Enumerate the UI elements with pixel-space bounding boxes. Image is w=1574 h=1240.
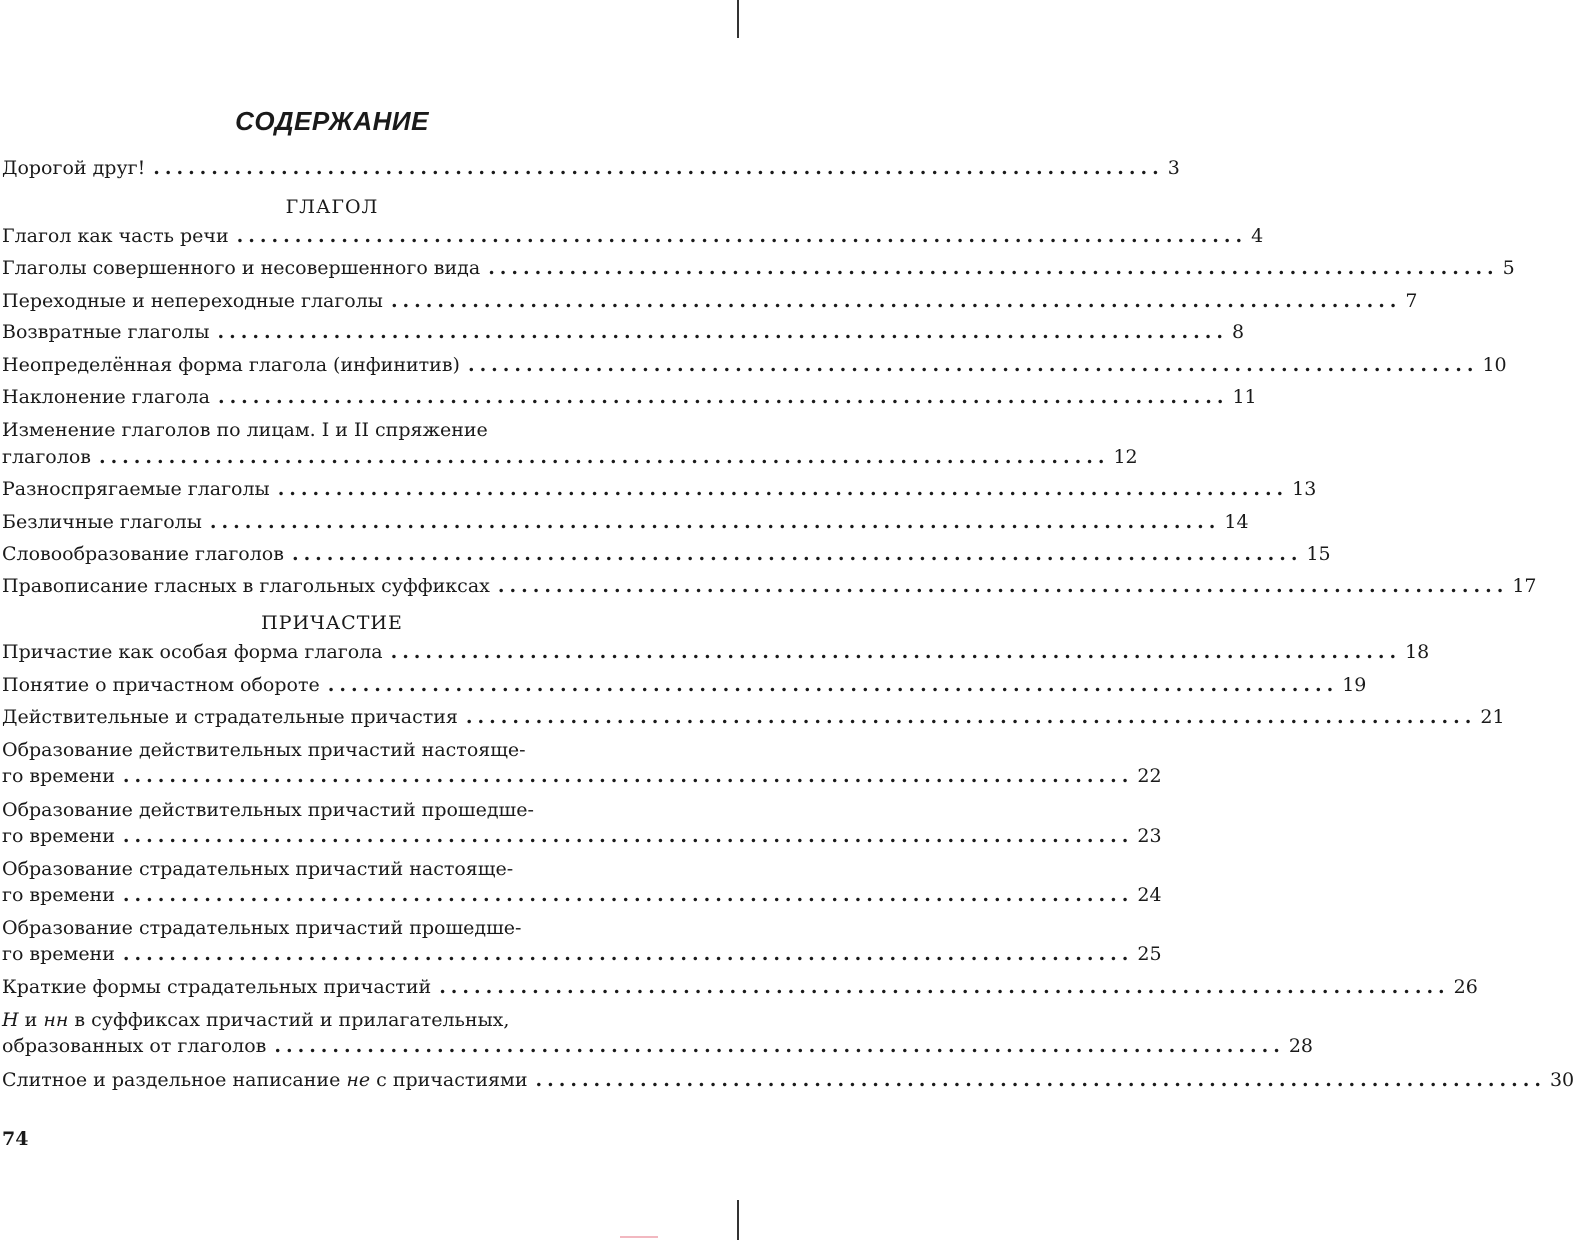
toc-entry-title: Возвратные глаголы bbox=[2, 321, 210, 343]
toc-leader-dots: ....................................................................................... bbox=[390, 641, 1402, 663]
toc-entry-page: 28 bbox=[1288, 1035, 1314, 1057]
toc-entry-title: Словообразование глаголов bbox=[2, 543, 284, 565]
toc-entry-page: 14 bbox=[1224, 511, 1249, 533]
italic-word: не bbox=[346, 1069, 371, 1091]
toc-entry-page: 12 bbox=[1113, 446, 1138, 468]
toc-entry-title: го времени bbox=[2, 884, 115, 906]
toc-entry-page: 13 bbox=[1292, 478, 1317, 500]
toc-leader-dots: ....................................................................................... bbox=[209, 511, 1221, 533]
toc-entry-page: 8 bbox=[1231, 321, 1245, 343]
toc-entry-title: Неопределённая форма глагола (инфинитив) bbox=[2, 354, 460, 376]
toc-entry-page: 11 bbox=[1232, 386, 1257, 408]
toc-entry-page: 17 bbox=[1512, 575, 1537, 597]
toc-entry-page: 18 bbox=[1405, 641, 1430, 663]
toc-entry-page: 26 bbox=[1453, 976, 1478, 998]
toc-entry-page: 3 bbox=[1167, 157, 1180, 179]
toc-entry bbox=[2, 318, 1245, 346]
toc-entry bbox=[2, 351, 1507, 379]
toc-leader-dots: ....................................................................................... bbox=[277, 478, 1289, 500]
toc-entry bbox=[2, 638, 1430, 666]
toc-entry-title: Переходные и непереходные глаголы bbox=[2, 290, 383, 312]
toc-leader-dots: ....................................................................................... bbox=[122, 825, 1134, 847]
page-title: СОДЕРЖАНИЕ bbox=[235, 106, 429, 136]
toc-entry-first-line: Изменение глаголов по лицам. I и II спряжение bbox=[2, 419, 488, 441]
toc-entry bbox=[2, 254, 1515, 282]
toc-leader-dots: ....................................................................................... bbox=[274, 1035, 1285, 1057]
toc-entry-first-line bbox=[2, 1006, 602, 1034]
italic-letter: Н bbox=[2, 1009, 19, 1031]
toc-entry-title: Причастие как особая форма глагола bbox=[2, 641, 383, 663]
toc-entry-page: 22 bbox=[1137, 765, 1162, 787]
toc-leader-dots: ....................................................................................... bbox=[217, 386, 1229, 408]
toc-leader-dots: ....................................................................................... bbox=[497, 575, 1509, 597]
toc-entry-first-line: Образование страдательных причастий прошедше- bbox=[2, 917, 522, 939]
toc-entry-page: 23 bbox=[1137, 825, 1162, 847]
toc-entry bbox=[2, 475, 1317, 503]
toc-entry-title: образованных от глаголов bbox=[2, 1035, 267, 1057]
toc-leader-dots: ....................................................................................... bbox=[465, 706, 1477, 728]
text-fragment: с причастиями bbox=[370, 1069, 528, 1091]
toc-leader-dots: ....................................................................................... bbox=[467, 354, 1479, 376]
toc-entry-title: Дорогой друг! bbox=[2, 157, 146, 179]
toc-entry bbox=[2, 222, 1264, 250]
toc-entry-page: 4 bbox=[1251, 225, 1264, 247]
toc-entry-title: Наклонение глагола bbox=[2, 386, 210, 408]
toc-entry bbox=[2, 508, 1249, 536]
toc-entry bbox=[2, 703, 1505, 731]
toc-leader-dots: ....................................................................................... bbox=[291, 543, 1303, 565]
toc-entry bbox=[2, 383, 1257, 411]
page-number: 74 bbox=[2, 1128, 29, 1150]
toc-entry-page: 19 bbox=[1342, 674, 1367, 696]
toc-entry-title: Глаголы совершенного и несовершенного вида bbox=[2, 257, 481, 279]
toc-entry bbox=[2, 762, 1162, 790]
toc-entry-page: 30 bbox=[1549, 1069, 1574, 1091]
toc-entry-title: го времени bbox=[2, 825, 115, 847]
crop-mark-top bbox=[737, 0, 739, 38]
toc-leader-dots: ....................................................................................... bbox=[122, 765, 1134, 787]
toc-entry bbox=[2, 443, 1138, 471]
toc-entry bbox=[2, 154, 1180, 182]
toc-leader-dots: ....................................................................................... bbox=[390, 290, 1402, 312]
toc-entry bbox=[2, 973, 1478, 1001]
toc-entry bbox=[2, 287, 1418, 315]
toc-entry-page: 7 bbox=[1405, 290, 1418, 312]
toc-leader-dots: ....................................................................................... bbox=[439, 976, 1450, 998]
toc-entry-title: Глагол как часть речи bbox=[2, 225, 229, 247]
toc-entry bbox=[2, 1032, 1314, 1060]
toc-entry bbox=[2, 822, 1162, 850]
toc-entry-first-line: Образование действительных причастий прошедше- bbox=[2, 799, 534, 821]
text-fragment: Слитное и раздельное написание bbox=[2, 1069, 347, 1091]
toc-entry-page: 21 bbox=[1480, 706, 1505, 728]
toc-entry-title: го времени bbox=[2, 943, 115, 965]
crop-mark-bottom bbox=[737, 1200, 739, 1240]
toc-entry bbox=[2, 940, 1162, 968]
toc-leader-dots: ....................................................................................... bbox=[327, 674, 1339, 696]
section-title-participle: ПРИЧАСТИЕ bbox=[261, 612, 403, 634]
toc-entry-title: го времени bbox=[2, 765, 115, 787]
toc-entry bbox=[2, 572, 1537, 600]
toc-entry-page: 5 bbox=[1502, 257, 1515, 279]
toc-leader-dots: ....................................................................................... bbox=[236, 225, 1248, 247]
toc-entry-page: 10 bbox=[1482, 354, 1507, 376]
toc-entry-title: Действительные и страдательные причастия bbox=[2, 706, 458, 728]
toc-leader-dots: ....................................................................................... bbox=[98, 446, 1110, 468]
toc-entry-title: Понятие о причастном обороте bbox=[2, 674, 320, 696]
text-fragment: в суффиксах причастий и прилагательных, bbox=[68, 1009, 510, 1031]
toc-leader-dots: ....................................................................................... bbox=[217, 321, 1228, 343]
toc-entry-title: Краткие формы страдательных причастий bbox=[2, 976, 432, 998]
toc-entry-title: Безличные глаголы bbox=[2, 511, 202, 533]
toc-entry bbox=[2, 540, 1331, 568]
section-title-verb: ГЛАГОЛ bbox=[285, 196, 379, 218]
toc-leader-dots: ....................................................................................... bbox=[153, 157, 1164, 179]
toc-entry-first-line: Образование действительных причастий настояще- bbox=[2, 739, 526, 761]
toc-entry-title: глаголов bbox=[2, 446, 91, 468]
toc-leader-dots: ....................................................................................... bbox=[122, 943, 1134, 965]
toc-entry-title bbox=[2, 1066, 527, 1094]
toc-entry bbox=[2, 1066, 1574, 1094]
toc-leader-dots: ....................................................................................... bbox=[122, 884, 1134, 906]
text-fragment: и bbox=[18, 1009, 44, 1031]
toc-entry bbox=[2, 881, 1162, 909]
toc-entry-page: 25 bbox=[1137, 943, 1162, 965]
toc-entry-first-line: Образование страдательных причастий настояще- bbox=[2, 858, 514, 880]
italic-letters: нн bbox=[43, 1009, 69, 1031]
toc-entry-page: 24 bbox=[1137, 884, 1162, 906]
toc-entry bbox=[2, 671, 1367, 699]
toc-leader-dots: ....................................................................................... bbox=[488, 257, 1499, 279]
toc-entry-title: Правописание гласных в глагольных суффиксах bbox=[2, 575, 490, 597]
color-registration-mark bbox=[620, 1236, 658, 1238]
toc-leader-dots: ....................................................................................... bbox=[535, 1069, 1546, 1091]
toc-entry-title: Разноспрягаемые глаголы bbox=[2, 478, 270, 500]
toc-entry-page: 15 bbox=[1306, 543, 1331, 565]
